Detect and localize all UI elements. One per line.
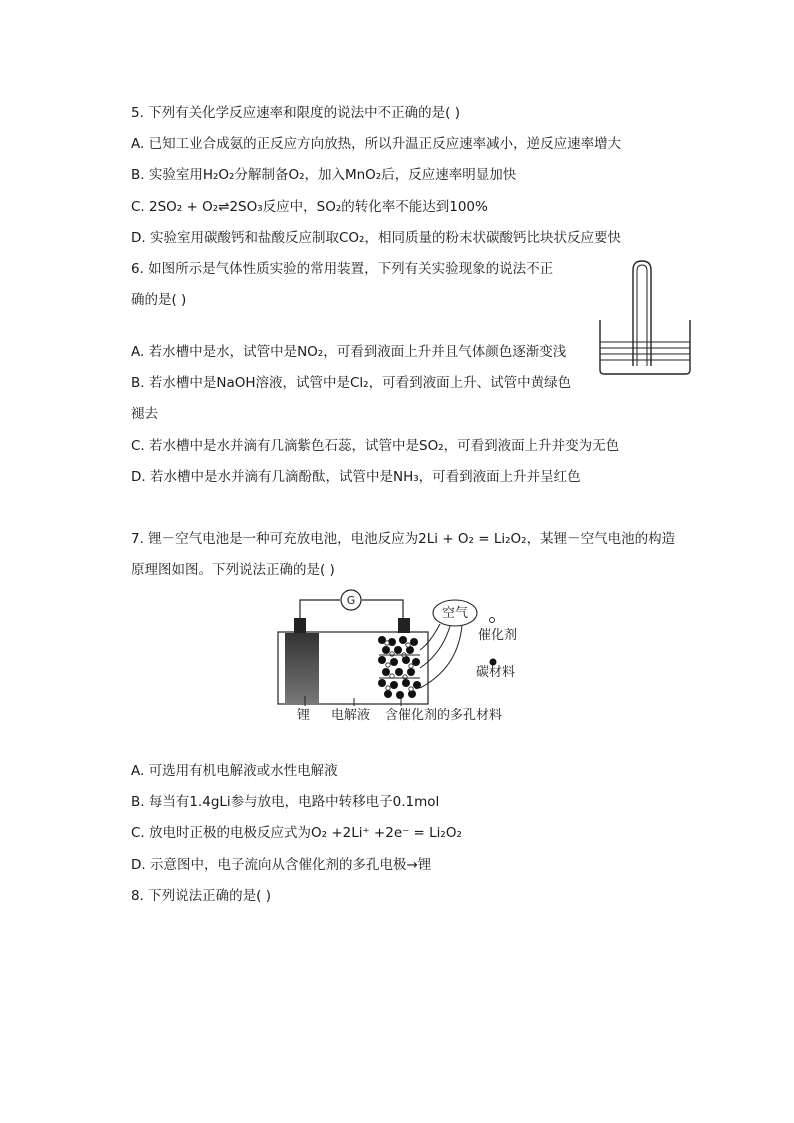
- catalyst-label: 催化剂: [478, 628, 518, 643]
- q6-apparatus-figure: [595, 258, 695, 378]
- q8-stem: 8. 下列说法正确的是( ): [131, 888, 271, 904]
- test-tube: [633, 261, 651, 366]
- battery-diagram: [270, 588, 530, 726]
- q6-option-b: B. 若水槽中是NaOH溶液，试管中是Cl₂，可看到液面上升、试管中黄绿色: [131, 375, 572, 391]
- porous-material-label: 含催化剂的多孔材料: [385, 708, 503, 723]
- q5-option-c: C. 2SO₂ + O₂⇌2SO₃反应中，SO₂的转化率不能达到100%: [131, 199, 488, 215]
- q5-option-d: D. 实验室用碳酸钙和盐酸反应制取CO₂，相同质量的粉末状碳酸钙比块状反应要快: [131, 230, 621, 246]
- q6-stem-line1: 6. 如图所示是气体性质实验的常用装置，下列有关实验现象的说法不正: [131, 261, 554, 277]
- water-trough: [600, 320, 690, 374]
- porous-material-particles: [378, 636, 421, 699]
- q5-option-b: B. 实验室用H₂O₂分解制备O₂，加入MnO₂后，反应速率明显加快: [131, 167, 517, 183]
- q6-option-a: A. 若水槽中是水，试管中是NO₂，可看到液面上升并且气体颜色逐渐变浅: [131, 344, 567, 360]
- lithium-terminal: [294, 618, 306, 633]
- q6-option-c: C. 若水槽中是水并滴有几滴紫色石蕊，试管中是SO₂，可看到液面上升并变为无色: [131, 438, 620, 454]
- q6-option-d: D. 若水槽中是水并滴有几滴酚酞，试管中是NH₃，可看到液面上升并呈红色: [131, 469, 581, 485]
- carbon-label: 碳材料: [476, 665, 516, 680]
- q5-option-a: A. 已知工业合成氨的正反应方向放热，所以升温正反应速率减小，逆反应速率增大: [131, 136, 622, 152]
- q7-option-d: D. 示意图中，电子流向从含催化剂的多孔电极→锂: [131, 857, 432, 873]
- q7-option-c: C. 放电时正极的电极反应式为O₂ +2Li⁺ +2e⁻ = Li₂O₂: [131, 825, 462, 841]
- porous-terminal: [398, 618, 410, 633]
- catalyst-legend-icon: [490, 618, 495, 623]
- air-label: 空气: [441, 606, 469, 621]
- q6-stem-line2: 确的是( ): [131, 292, 187, 308]
- galvanometer-label: G: [346, 594, 356, 607]
- q7-stem-line1: 7. 锂－空气电池是一种可充放电池，电池反应为2Li + O₂ = Li₂O₂，某锂－空气电池的构造: [131, 531, 676, 547]
- q7-option-b: B. 每当有1.4gLi参与放电，电路中转移电子0.1mol: [131, 794, 440, 810]
- q7-option-a: A. 可选用有机电解液或水性电解液: [131, 763, 338, 779]
- q6-option-b-cont: 褪去: [131, 406, 158, 422]
- lithium-label: 锂: [297, 708, 311, 723]
- lithium-electrode: [285, 633, 319, 703]
- q7-stem-line2: 原理图如图。下列说法正确的是( ): [131, 562, 335, 578]
- electrolyte-label: 电解液: [331, 708, 371, 723]
- q5-stem: 5. 下列有关化学反应速率和限度的说法中不正确的是( ): [131, 105, 460, 121]
